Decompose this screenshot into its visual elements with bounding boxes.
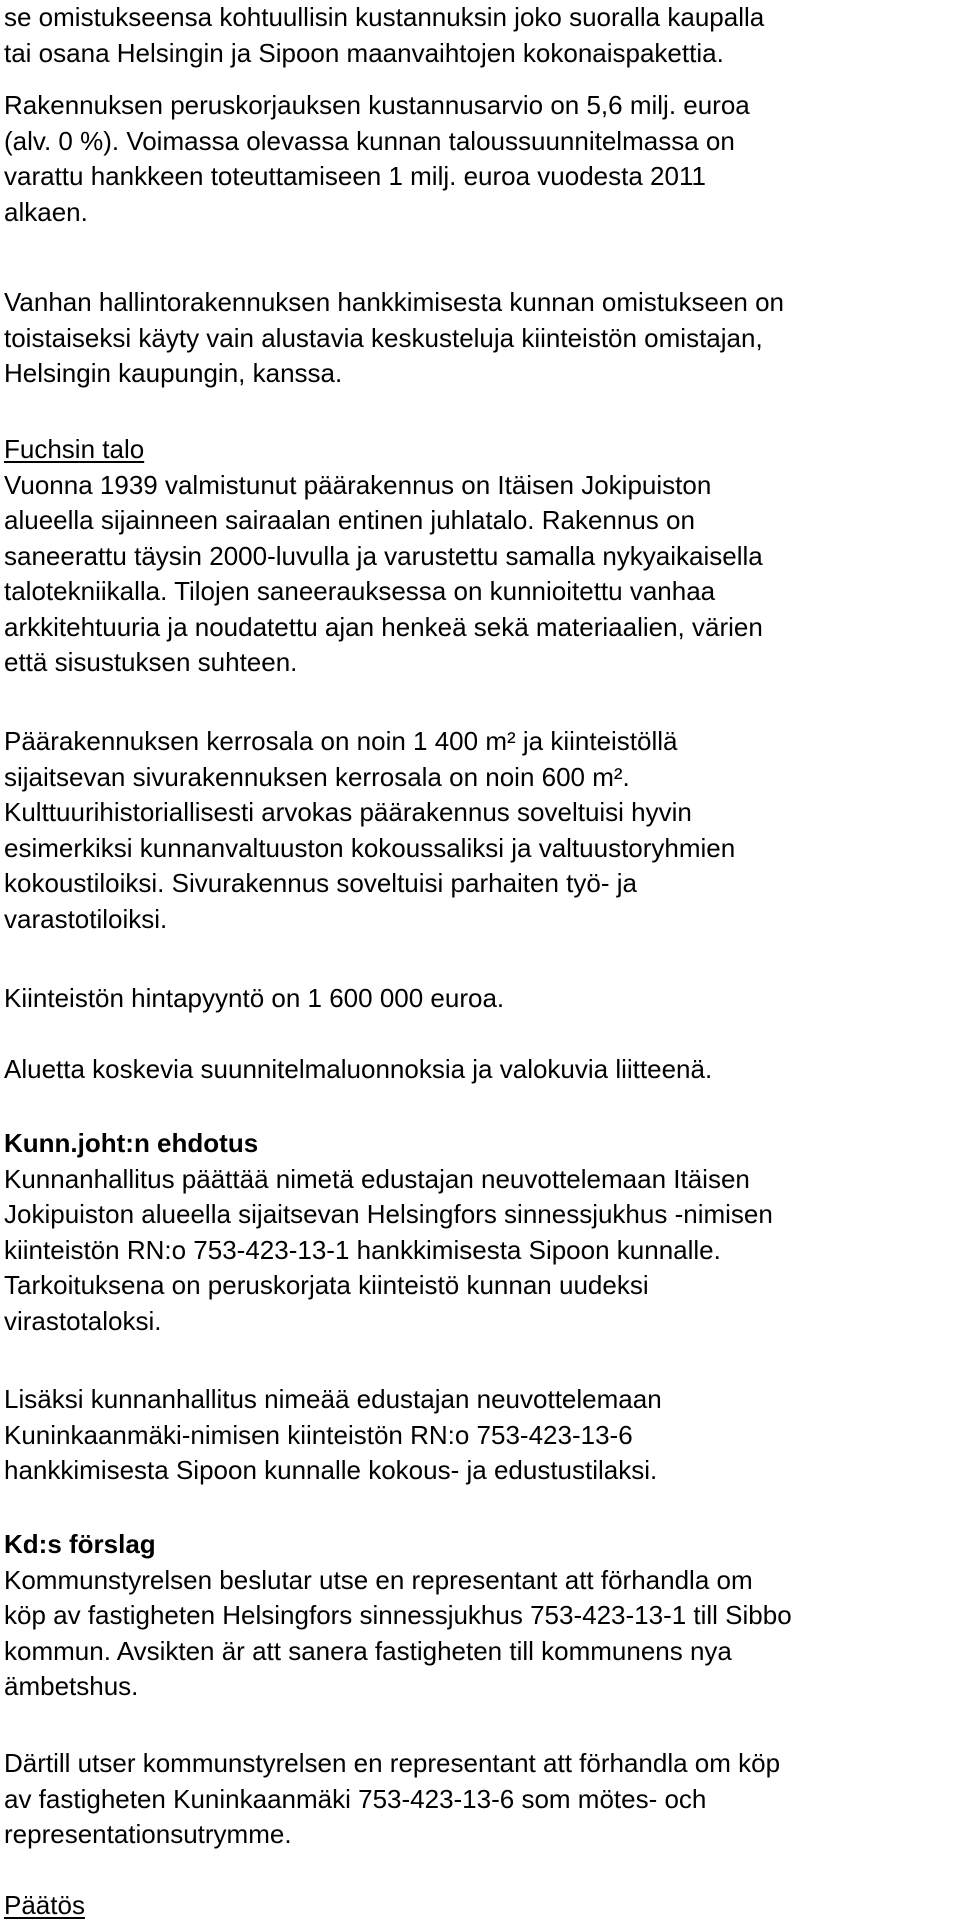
text-line: alueella sijainneen sairaalan entinen juhlatalo. Rakennus on <box>4 505 695 535</box>
section-heading-proposal-fi: Kunn.joht:n ehdotus <box>4 1128 259 1158</box>
text-line: Kiinteistön hintapyyntö on 1 600 000 euroa. <box>4 983 505 1013</box>
text-line: Kulttuurihistoriallisesti arvokas päärakennus soveltuisi hyvin <box>4 797 692 827</box>
section-heading-decision: Päätös <box>4 1890 85 1920</box>
text-line: Rakennuksen peruskorjauksen kustannusarvio on 5,6 milj. euroa <box>4 90 750 120</box>
text-line: esimerkiksi kunnanvaltuuston kokoussaliksi ja valtuustoryhmien <box>4 832 736 863</box>
text-line: av fastigheten Kuninkaanmäki 753-423-13-6 som mötes- och <box>4 1783 707 1814</box>
text-line: Kuninkaanmäki-nimisen kiinteistön RN:o 753-423-13-6 <box>4 1419 633 1450</box>
paragraph-old-administration-building <box>4 285 956 392</box>
text-line: Kommunstyrelsen beslutar utse en representant att förhandla om <box>4 1564 753 1595</box>
text-line: arkkitehtuuria ja noudatettu ajan henkeä sekä materiaalien, värien <box>4 611 763 642</box>
text-line: kokoustiloiksi. Sivurakennus soveltuisi parhaiten työ- ja <box>4 868 637 898</box>
text-line: saneerattu täysin 2000-luvulla ja varustettu samalla nykyaikaisella <box>4 540 763 571</box>
text-line: virastotaloksi. <box>4 1305 162 1336</box>
text-line: (alv. 0 %). Voimassa olevassa kunnan taloussuunnitelmassa on <box>4 125 735 156</box>
text-line: kommun. Avsikten är att sanera fastigheten till kommunens nya <box>4 1635 732 1666</box>
text-line: hankkimisesta Sipoon kunnalle kokous- ja edustustilaksi. <box>4 1455 658 1485</box>
text-line: Vanhan hallintorakennuksen hankkimisesta kunnan omistukseen on <box>4 287 785 317</box>
text-line: varastotiloiksi. <box>4 903 168 934</box>
text-line: representationsutrymme. <box>4 1819 292 1849</box>
section-kd-forslag <box>4 1527 956 1705</box>
paragraph-ownership-acquisition <box>4 0 956 71</box>
section-kunnanjohtajan-ehdotus <box>4 1126 956 1339</box>
paragraph-asking-price <box>4 981 956 1017</box>
text-line: Jokipuiston alueella sijaitsevan Helsingfors sinnessjukhus -nimisen <box>4 1199 773 1229</box>
text-line: Lisäksi kunnanhallitus nimeää edustajan neuvottelemaan <box>4 1384 662 1414</box>
section-heading-proposal-sv: Kd:s förslag <box>4 1529 156 1559</box>
paragraph-attachments <box>4 1052 956 1088</box>
paragraph-kuninkaanmaki <box>4 1382 956 1489</box>
text-line: Kunnanhallitus päättää nimetä edustajan neuvottelemaan Itäisen <box>4 1163 750 1194</box>
text-line: toistaiseksi käyty vain alustavia keskusteluja kiinteistön omistajan, <box>4 322 763 353</box>
text-line: alkaen. <box>4 196 88 227</box>
text-line: Päärakennuksen kerrosala on noin 1 400 m² ja kiinteistöllä <box>4 726 678 756</box>
text-line: Därtill utser kommunstyrelsen en representant att förhandla om köp <box>4 1748 781 1778</box>
text-line: ämbetshus. <box>4 1671 139 1701</box>
text-line: varattu hankkeen toteuttamiseen 1 milj. euroa vuodesta 2011 <box>4 161 706 191</box>
text-line: Helsingin kaupungin, kanssa. <box>4 358 343 388</box>
text-line: Vuonna 1939 valmistunut päärakennus on Itäisen Jokipuiston <box>4 469 712 500</box>
section-paatos <box>4 1888 956 1924</box>
paragraph-dartill <box>4 1746 956 1853</box>
section-heading-fuchsin-talo: Fuchsin talo <box>4 434 145 464</box>
text-line: se omistukseensa kohtuullisin kustannuksin joko suoralla kaupalla <box>4 2 765 32</box>
section-fuchsin-talo <box>4 432 956 681</box>
text-line: talotekniikalla. Tilojen saneerauksessa on kunnioitettu vanhaa <box>4 576 716 606</box>
text-line: Tarkoituksena on peruskorjata kiinteistö kunnan uudeksi <box>4 1270 649 1300</box>
paragraph-renovation-cost <box>4 88 956 230</box>
text-line: sijaitsevan sivurakennuksen kerrosala on noin 600 m². <box>4 761 630 792</box>
text-line: että sisustuksen suhteen. <box>4 647 298 677</box>
text-line: kiinteistön RN:o 753-423-13-1 hankkimisesta Sipoon kunnalle. <box>4 1234 721 1265</box>
text-line: Aluetta koskevia suunnitelmaluonnoksia ja valokuvia liitteenä. <box>4 1054 713 1084</box>
text-line: köp av fastigheten Helsingfors sinnessjukhus 753-423-13-1 till Sibbo <box>4 1600 792 1630</box>
paragraph-floor-area <box>4 724 956 937</box>
text-line: tai osana Helsingin ja Sipoon maanvaihtojen kokonaispakettia. <box>4 37 724 68</box>
